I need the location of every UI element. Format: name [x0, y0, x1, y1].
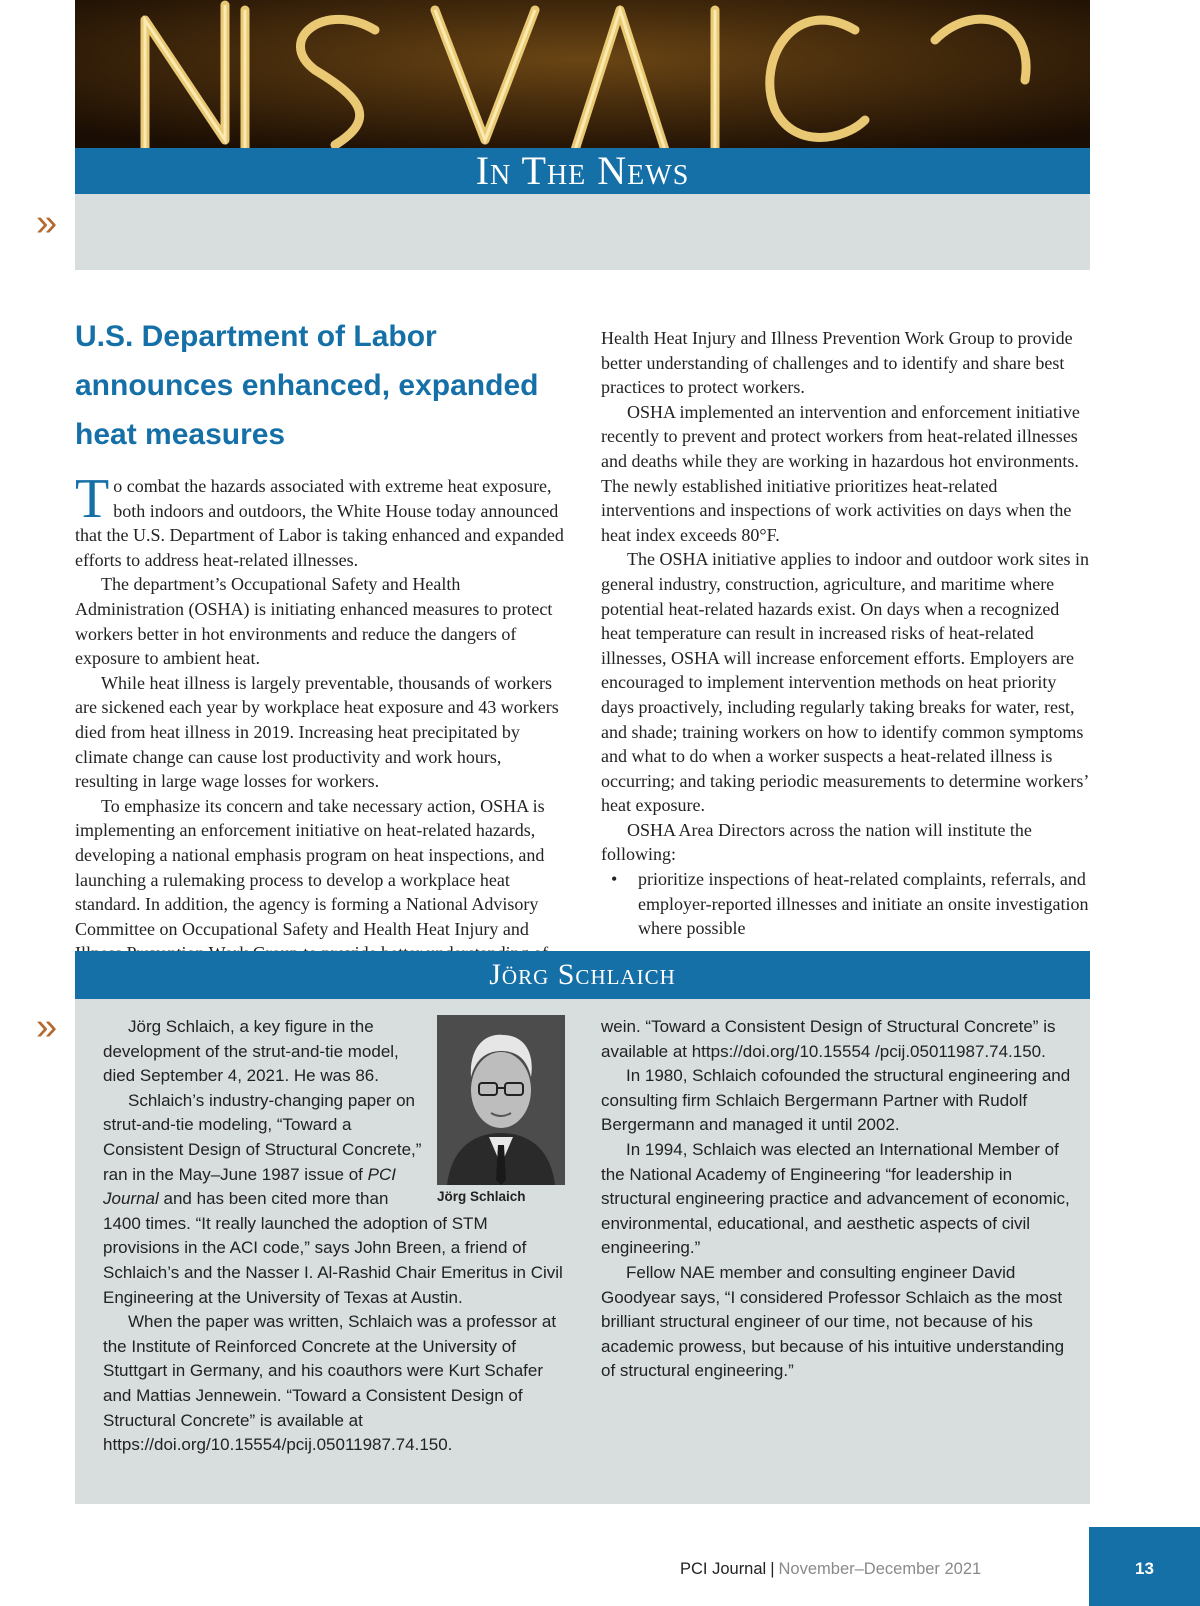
- sidebar-title: Jörg Schlaich: [489, 958, 676, 991]
- sidebar-header-bar: [75, 951, 1090, 999]
- footer-separator: |: [770, 1560, 775, 1578]
- drop-cap: T: [75, 468, 110, 530]
- portrait-figure: [437, 1015, 565, 1209]
- list-item: • prioritize inspections of heat-related complaints, referrals, and employer-reported illnesses and initiate an onsite investigation where possible: [601, 867, 1091, 941]
- sidebar-paragraph: Fellow NAE member and consulting engineer David Goodyear says, “I considered Professor Schlaich as the most brilliant structural engineer of our time, not because of his academic prowess, but because of his intuitive understanding of structural engineering.”: [601, 1262, 1065, 1381]
- hero-neon-image: [75, 0, 1090, 148]
- page-number: 13: [1135, 1559, 1154, 1578]
- section-header-bar: [75, 148, 1090, 194]
- double-chevron-icon: »: [36, 202, 52, 244]
- sidebar-paragraph: When the paper was written, Schlaich was a professor at the Institute of Reinforced Concrete at the University of Stuttgart in Germany, and his coauthors were Kurt Schafer and Mattias Jennewein. “Toward a Consistent Design of Structural Concrete” is available at https://doi.org/10.15554/pcij.05011987.74.150.: [103, 1312, 557, 1455]
- journal-name: PCI Journal: [680, 1560, 767, 1578]
- article-paragraph-continued: Health Heat Injury and Illness Prevention Work Group to provide better understanding of challenges and to identify and share best practices to protect workers.: [601, 328, 1073, 398]
- section-title: In The News: [475, 148, 690, 193]
- double-chevron-icon: »: [36, 1006, 52, 1048]
- section-header-band: [75, 194, 1090, 270]
- article-paragraph: OSHA Area Directors across the nation will institute the following:: [601, 819, 1032, 865]
- sidebar-paragraph: In 1980, Schlaich cofounded the structural engineering and consulting firm Schlaich Bergermann Partner with Rudolf Bergermann and managed it until 2002.: [601, 1066, 1071, 1135]
- sidebar-paragraph-continued: wein. “Toward a Consistent Design of Structural Concrete” is available at https://doi.org/10.15554 /pcij.05011987.74.150.: [601, 1017, 1056, 1061]
- sidebar-paragraph: Schlaich’s industry-changing paper on strut-and-tie modeling, “Toward a Consistent Design of Structural Concrete,” ran in the May–June 1987 issue of PCI Journal and has been cited more than 1400 times. “It really launched the adoption of STM provisions in the ACI code,” says John Breen, a friend of Schlaich’s and the Nasser I. Al-Rashid Chair Emeritus in Civil Engineering at the University of Texas at Austin.: [103, 1090, 563, 1307]
- bullet-list: [601, 867, 1091, 941]
- article-headline: U.S. Department of Labor announces enhanced, expanded heat measures: [75, 320, 539, 451]
- article-paragraph: While heat illness is largely preventable, thousands of workers are sickened each year by workplace heat exposure and 43 workers died from heat illness in 2019. Increasing heat precipitated by climate change can cause lost productivity and work hours, resulting in large wage losses for workers.: [75, 672, 559, 792]
- sidebar-column-right: [601, 1015, 1071, 1384]
- photo-caption: Jörg Schlaich: [437, 1189, 526, 1204]
- portrait-photo: [437, 1015, 565, 1185]
- issue-date: November–December 2021: [778, 1560, 982, 1578]
- portrait-illustration: [437, 1015, 565, 1185]
- article-paragraph: To emphasize its concern and take necessary action, OSHA is implementing an enforcement initiative on heat-related hazards, developing a national emphasis program on heat inspections, and launching a rulemaking process to develop a workplace heat standard. In addition, the agency is forming a National Advisory Committee on Occupational Safety and Health Heat Injury and: [75, 795, 545, 939]
- article-paragraph: OSHA implemented an intervention and enforcement initiative recently to prevent and protect workers from heat-related illnesses and deaths while they are working in hazardous hot environments. The newly established initiative prioritizes heat-related interventions and inspections of work activities on days when the heat index exceeds 80°F.: [601, 401, 1080, 545]
- footer-publication: [680, 1557, 981, 1581]
- sidebar-paragraph: Jörg Schlaich, a key figure in the development of the strut-and-tie model, died September 4, 2021. He was 86.: [103, 1017, 399, 1086]
- article-paragraph: The department’s Occupational Safety and Health Administration (OSHA) is initiating enhanced measures to protect workers better in hot environments and reduce the dangers of exposure to ambient heat.: [75, 574, 553, 669]
- journal-title: PCI Journal: [103, 1164, 396, 1209]
- article-column-right: [601, 326, 1091, 941]
- neon-sign-illustration: [75, 0, 1090, 148]
- article-paragraph: To combat the hazards associated with extreme heat exposure, both indoors and outdoors, the White House today announced that the U.S. Department of Labor is taking enhanced and expanded efforts to address heat-related illnesses.: [75, 468, 564, 570]
- article-paragraph: The OSHA initiative applies to indoor and outdoor work sites in general industry, construction, agriculture, and maritime where potential heat-related hazards exist. On days when a recognized heat temperature can result in increased risks of heat-related illnesses, OSHA will increase enforcement efforts. Employers are encouraged to implement intervention methods on heat priority days proactively, including regularly taking breaks for water, rest, and shade; training workers on how to identify common symptoms and what to do when a worker suspects a heat-related illness is occurring; and taking periodic measurements to determine workers’ heat exposure.: [601, 549, 1089, 816]
- article-column-left: [75, 468, 565, 941]
- sidebar-paragraph: In 1994, Schlaich was elected an International Member of the National Academy of Engineering “for leadership in structural engineering practice and advancement of economic, environmental, educational, and aesthetic aspects of civil engineering.”: [601, 1139, 1070, 1258]
- sidebar-column-left: [103, 1015, 565, 1455]
- page-number-tab: [1089, 1527, 1200, 1606]
